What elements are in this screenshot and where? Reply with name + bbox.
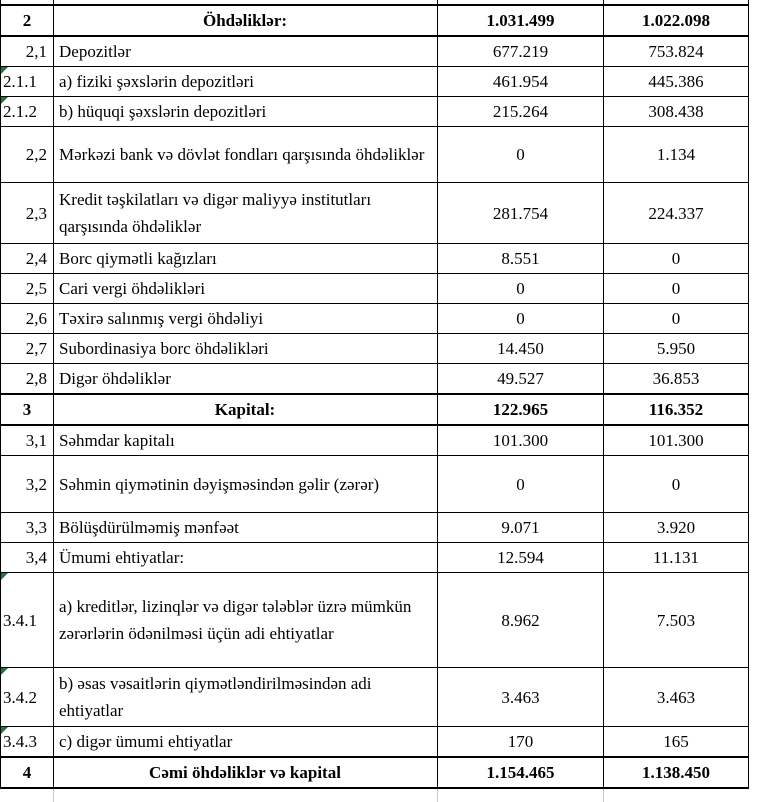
value-col2-cell: 0 [604, 304, 749, 334]
row-number-cell: 3.4.2 [1, 668, 54, 727]
empty-cell [604, 788, 749, 802]
table-row [1, 513, 749, 543]
value-col1-cell: 215.264 [438, 97, 604, 127]
value-col2-cell: 1.022.098 [604, 5, 749, 36]
row-number-cell: 2.1.2 [1, 97, 54, 127]
table-row [1, 757, 749, 788]
value-col2-cell: 308.438 [604, 97, 749, 127]
table-row [1, 5, 749, 36]
value-col1-cell: 281.754 [438, 183, 604, 244]
row-number-cell: 3.4.3 [1, 727, 54, 758]
table-row [1, 244, 749, 274]
table-row [1, 394, 749, 425]
value-col2-cell: 753.824 [604, 36, 749, 67]
row-number-cell: 2,2 [1, 127, 54, 183]
table-row [1, 97, 749, 127]
empty-cell [438, 788, 604, 802]
value-col2-cell: 101.300 [604, 425, 749, 456]
cell-marker-icon [1, 668, 8, 675]
value-col1-cell: 49.527 [438, 364, 604, 395]
description-cell: a) kreditlər, lizinqlər və digər tələblər üzrə mümkün zərərlərin ödənilməsi üçün adi ehtiyatlar [54, 573, 438, 668]
cut-off-row-bottom [1, 788, 749, 802]
row-number-cell: 3,2 [1, 456, 54, 513]
row-number-cell: 2,3 [1, 183, 54, 244]
description-cell: Kapital: [54, 394, 438, 425]
value-col2-cell: 165 [604, 727, 749, 758]
value-col1-cell: 12.594 [438, 543, 604, 573]
row-number-cell: 2,4 [1, 244, 54, 274]
value-col1-cell: 101.300 [438, 425, 604, 456]
description-cell: a) fiziki şəxslərin depozitləri [54, 67, 438, 97]
value-col1-cell: 1.154.465 [438, 757, 604, 788]
row-number-cell: 3,3 [1, 513, 54, 543]
cell-marker-icon [1, 727, 8, 734]
value-col1-cell: 0 [438, 456, 604, 513]
row-number-cell: 2,5 [1, 274, 54, 304]
value-col1-cell: 8.551 [438, 244, 604, 274]
value-col2-cell: 116.352 [604, 394, 749, 425]
description-cell: Təxirə salınmış vergi öhdəliyi [54, 304, 438, 334]
description-cell: c) digər ümumi ehtiyatlar [54, 727, 438, 758]
table-row [1, 543, 749, 573]
row-number-cell: 2,1 [1, 36, 54, 67]
description-cell: Bölüşdürülməmiş mənfəət [54, 513, 438, 543]
table-row [1, 274, 749, 304]
value-col1-cell: 170 [438, 727, 604, 758]
value-col2-cell: 3.463 [604, 668, 749, 727]
value-col1-cell: 1.031.499 [438, 5, 604, 36]
value-col2-cell: 0 [604, 456, 749, 513]
row-number-cell: 3,1 [1, 425, 54, 456]
row-number-cell: 3,4 [1, 543, 54, 573]
table-row [1, 727, 749, 758]
cell-marker-icon [1, 573, 8, 580]
value-col1-cell: 0 [438, 274, 604, 304]
table-row [1, 36, 749, 67]
row-number-cell: 4 [1, 757, 54, 788]
description-cell: b) hüquqi şəxslərin depozitləri [54, 97, 438, 127]
row-number-cell: 3 [1, 394, 54, 425]
table-row [1, 364, 749, 395]
value-col1-cell: 461.954 [438, 67, 604, 97]
description-cell: Səhmin qiymətinin dəyişməsindən gəlir (zərər) [54, 456, 438, 513]
row-number-cell: 2.1.1 [1, 67, 54, 97]
description-cell: Depozitlər [54, 36, 438, 67]
row-number-cell: 2,7 [1, 334, 54, 364]
cell-marker-icon [1, 97, 8, 104]
table-row [1, 425, 749, 456]
table-row [1, 456, 749, 513]
value-col2-cell: 3.920 [604, 513, 749, 543]
empty-cell [1, 788, 54, 802]
value-col2-cell: 11.131 [604, 543, 749, 573]
description-cell: Subordinasiya borc öhdəlikləri [54, 334, 438, 364]
value-col2-cell: 224.337 [604, 183, 749, 244]
value-col2-cell: 0 [604, 274, 749, 304]
row-number-cell: 2 [1, 5, 54, 36]
table-row [1, 67, 749, 97]
value-col1-cell: 14.450 [438, 334, 604, 364]
value-col2-cell: 7.503 [604, 573, 749, 668]
row-number-cell: 2,8 [1, 364, 54, 395]
value-col2-cell: 36.853 [604, 364, 749, 395]
value-col1-cell: 0 [438, 304, 604, 334]
value-col1-cell: 677.219 [438, 36, 604, 67]
row-number-cell: 2,6 [1, 304, 54, 334]
empty-cell [54, 788, 438, 802]
description-cell: Səhmdar kapitalı [54, 425, 438, 456]
description-cell: b) əsas vəsaitlərin qiymətləndirilməsindən adi ehtiyatlar [54, 668, 438, 727]
value-col2-cell: 1.138.450 [604, 757, 749, 788]
value-col1-cell: 9.071 [438, 513, 604, 543]
description-cell: Digər öhdəliklər [54, 364, 438, 395]
row-number-cell: 3.4.1 [1, 573, 54, 668]
table-row [1, 334, 749, 364]
value-col2-cell: 1.134 [604, 127, 749, 183]
description-cell: Cari vergi öhdəlikləri [54, 274, 438, 304]
cell-marker-icon [1, 67, 8, 74]
value-col2-cell: 0 [604, 244, 749, 274]
value-col1-cell: 0 [438, 127, 604, 183]
table-row [1, 668, 749, 727]
value-col1-cell: 8.962 [438, 573, 604, 668]
table-row [1, 127, 749, 183]
value-col1-cell: 3.463 [438, 668, 604, 727]
value-col1-cell: 122.965 [438, 394, 604, 425]
value-col2-cell: 445.386 [604, 67, 749, 97]
table-row [1, 304, 749, 334]
table-row [1, 573, 749, 668]
description-cell: Borc qiymətli kağızları [54, 244, 438, 274]
description-cell: Öhdəliklər: [54, 5, 438, 36]
description-cell: Cəmi öhdəliklər və kapital [54, 757, 438, 788]
description-cell: Mərkəzi bank və dövlət fondları qarşısında öhdəliklər [54, 127, 438, 183]
description-cell: Kredit təşkilatları və digər maliyyə institutları qarşısında öhdəliklər [54, 183, 438, 244]
value-col2-cell: 5.950 [604, 334, 749, 364]
table-row [1, 183, 749, 244]
description-cell: Ümumi ehtiyatlar: [54, 543, 438, 573]
